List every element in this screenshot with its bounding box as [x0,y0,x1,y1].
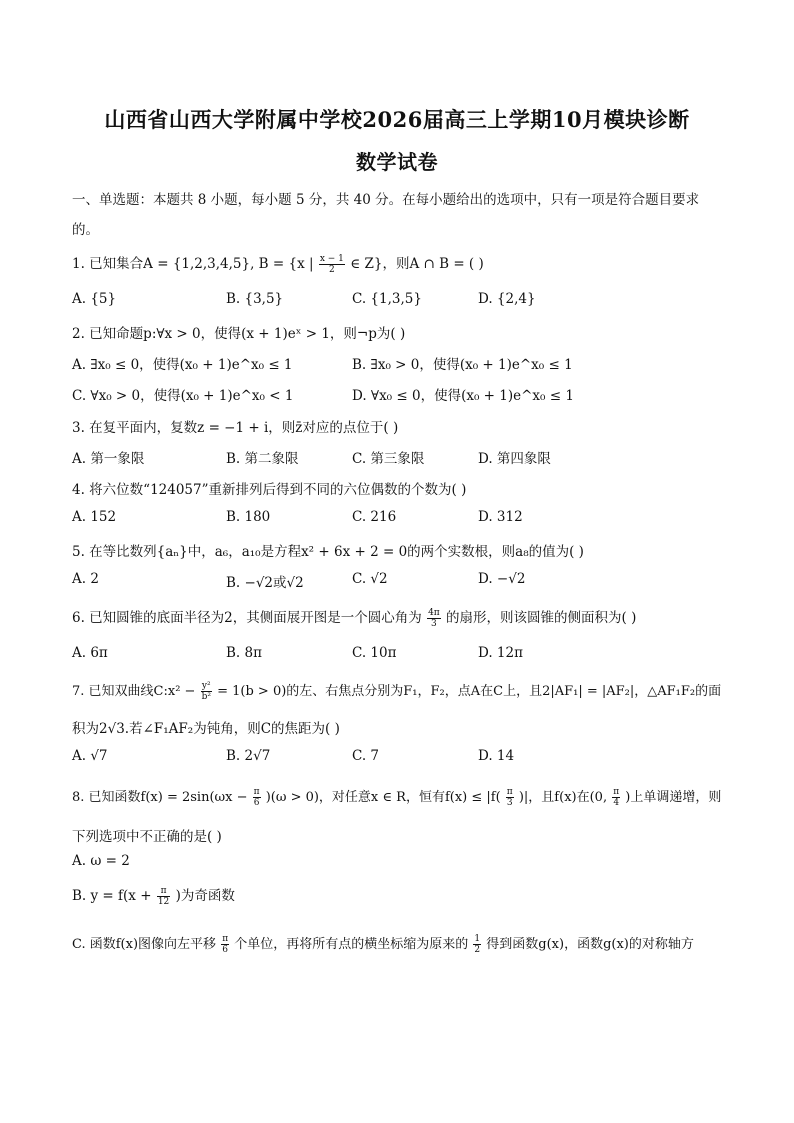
q8-option-a: A. ω = 2 [72,853,130,869]
question-8-fraction-2: $\frac{\pi}{3}$ [506,787,513,808]
q6-option-d: D. 12π [478,645,523,661]
q4-option-b: B. 180 [226,509,271,525]
question-6-pre: 6. 已知圆锥的底面半径为2，其侧面展开图是一个圆心角为 [72,610,422,626]
q5-option-b: B. −√2或√2 [226,575,304,591]
question-5: 5. 在等比数列{aₙ}中，a₆，a₁₀是方程x² + 6x + 2 = 0的两个实数根，则a₈的值为( ) [72,544,584,560]
q7-option-c: C. 7 [352,748,380,764]
q3-option-b: B. 第二象限 [226,451,299,467]
question-7-cont: 积为2√3.若∠F₁AF₂为钝角，则C的焦距为( ) [72,721,340,737]
q2-option-d: D. ∀x₀ ≤ 0，使得(x₀ + 1)e^x₀ ≤ 1 [352,388,574,404]
q8-option-c-mid: 个单位，再将所有点的横坐标缩为原来的 [234,937,469,952]
q5-option-c: C. √2 [352,571,388,587]
question-8-mid: )(ω > 0)，对任意x ∈ R，恒有f(x) ≤ |f( [265,790,501,805]
question-8-fraction-1: $\frac{\pi}{6}$ [253,787,260,808]
q4-option-a: A. 152 [72,509,117,525]
question-7-fraction: $\frac{\text{y²}}{\text{b²}}$ [201,681,211,702]
question-8-mid2: )|，且f(x)在(0, [518,790,608,805]
section-instruction: 一、单选题：本题共 8 小题，每小题 5 分，共 40 分。在每小题给出的选项中，只有一项是符合题目要求 [72,192,700,208]
q8-option-b [72,884,235,907]
q8-option-b-post: )为奇函数 [175,888,235,904]
question-1-post: ∈ Z}，则A ∩ B = ( ) [350,256,484,272]
question-8-cont: 下列选项中不正确的是( ) [72,829,222,845]
q1-option-a: A. {5} [72,291,117,307]
q6-option-c: C. 10π [352,645,397,661]
q7-option-d: D. 14 [478,748,515,764]
question-1 [72,252,484,275]
question-2: 2. 已知命题p:∀x > 0，使得(x + 1)eˣ > 1，则¬p为( ) [72,326,406,342]
question-8-fraction-3: $\frac{\pi}{4}$ [613,787,620,808]
question-6-fraction: $\frac{4\pi}{3}$ [428,608,440,629]
q8-option-c-fraction-2: $\frac{1}{2}$ [474,934,481,955]
question-7 [72,680,721,702]
q1-option-b: B. {3,5} [226,291,284,307]
q3-option-c: C. 第三象限 [352,451,425,467]
q2-option-c: C. ∀x₀ > 0，使得(x₀ + 1)e^x₀ < 1 [72,388,294,404]
q1-option-d: D. {2,4} [478,291,536,307]
q3-option-a: A. 第一象限 [72,451,145,467]
q8-option-c-fraction-1: $\frac{\pi}{6}$ [222,934,229,955]
q4-option-d: D. 312 [478,509,523,525]
q7-option-b: B. 2√7 [226,748,271,764]
q6-option-b: B. 8π [226,645,262,661]
q8-option-b-pre: B. y = f(x + [72,888,152,904]
question-8 [72,786,721,808]
q2-option-b: B. ∃x₀ > 0，使得(x₀ + 1)e^x₀ ≤ 1 [352,357,573,373]
question-8-pre: 8. 已知函数f(x) = 2sin(ωx − [72,790,248,805]
exam-subject: 数学试卷 [356,150,438,174]
question-1-pre: 1. 已知集合A = {1,2,3,4,5}, B = {x | [72,256,314,272]
question-1-fraction: $\frac{x - 1}{2}$ [319,254,344,275]
question-6-post: 的扇形，则该圆锥的侧面积为( ) [446,610,637,626]
question-4: 4. 将六位数“124057”重新排列后得到不同的六位偶数的个数为( ) [72,482,467,498]
q8-option-c-pre: C. 函数f(x)图像向左平移 [72,937,217,952]
section-instruction-cont: 的。 [72,222,99,238]
question-6 [72,606,636,629]
q4-option-c: C. 216 [352,509,397,525]
q6-option-a: A. 6π [72,645,108,661]
q2-option-a: A. ∃x₀ ≤ 0，使得(x₀ + 1)e^x₀ ≤ 1 [72,357,293,373]
q5-option-d: D. −√2 [478,571,526,587]
q8-option-b-fraction: $\frac{\pi}{12}$ [157,886,170,907]
q5-option-a: A. 2 [72,571,99,587]
question-3: 3. 在复平面内，复数z = −1 + i，则z̄对应的点位于( ) [72,420,399,436]
q3-option-d: D. 第四象限 [478,451,551,467]
q8-option-c-post: 得到函数g(x)，函数g(x)的对称轴方 [486,937,694,952]
q8-option-c [72,933,694,955]
question-8-post: )上单调递增，则 [625,790,722,805]
q7-option-a: A. √7 [72,748,108,764]
exam-title: 山西省山西大学附属中学校2026届高三上学期10月模块诊断 [104,107,690,132]
question-7-pre: 7. 已知双曲线C:x² − [72,684,196,699]
question-7-post: = 1(b > 0)的左、右焦点分别为F₁，F₂，点A在C上，且2|AF₁| = |AF₂|，△AF₁F₂的面 [217,684,722,699]
q1-option-c: C. {1,3,5} [352,291,422,307]
